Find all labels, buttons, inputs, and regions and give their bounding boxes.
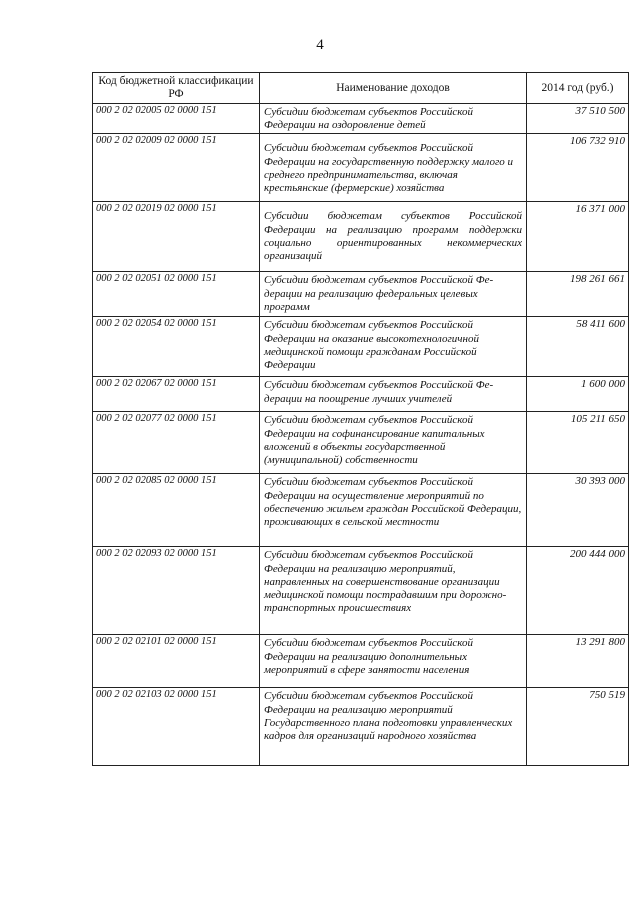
budget-code: 000 2 02 02019 02 0000 151 bbox=[93, 202, 260, 272]
budget-code: 000 2 02 02009 02 0000 151 bbox=[93, 134, 260, 202]
table-row bbox=[93, 104, 629, 134]
table-row bbox=[93, 635, 629, 688]
income-name: Субсидии бюджетам субъектов Российской Федерации на реализацию дополнительных мероприятий в сфере занятости населения bbox=[260, 635, 527, 688]
income-name: Субсидии бюджетам субъектов Российской Федерации на оказание высокотехнологичной медицинской помощи гражданам Российской Федерации bbox=[260, 317, 527, 377]
income-name: Субсидии бюджетам субъектов Российской Федерации на оздоровление детей bbox=[260, 104, 527, 134]
table-row bbox=[93, 202, 629, 272]
table-row bbox=[93, 688, 629, 766]
page-number: 4 bbox=[316, 37, 324, 53]
budget-income-table bbox=[92, 72, 629, 766]
budget-code: 000 2 02 02005 02 0000 151 bbox=[93, 104, 260, 134]
income-name: Субсидии бюджетам субъектов Российской Федерации на реализацию программ поддержки социально ориентированных некоммерческих организаций bbox=[260, 202, 527, 272]
table-row bbox=[93, 134, 629, 202]
header-name: Наименование доходов bbox=[260, 73, 527, 104]
table-row bbox=[93, 547, 629, 635]
income-name: Субсидии бюджетам субъектов Российской Федерации на реализацию мероприятий Государственного плана подготовки управленческих кадров для организаций народного хозяйства bbox=[260, 688, 527, 766]
table-row bbox=[93, 474, 629, 547]
budget-code: 000 2 02 02077 02 0000 151 bbox=[93, 412, 260, 474]
amount: 1 600 000 bbox=[527, 377, 629, 412]
budget-code: 000 2 02 02085 02 0000 151 bbox=[93, 474, 260, 547]
amount: 58 411 600 bbox=[527, 317, 629, 377]
income-name: Субсидии бюджетам субъектов Российской Федерации на реализацию мероприятий, направленных на совершенствование организации медицинской помощи пострадавшим при дорожно-транспортных происшествиях bbox=[260, 547, 527, 635]
budget-code: 000 2 02 02093 02 0000 151 bbox=[93, 547, 260, 635]
amount: 106 732 910 bbox=[527, 134, 629, 202]
table-header-row bbox=[93, 73, 629, 104]
amount: 200 444 000 bbox=[527, 547, 629, 635]
budget-code: 000 2 02 02103 02 0000 151 bbox=[93, 688, 260, 766]
income-name: Субсидии бюджетам субъектов Российской Фе-дерации на реализацию федеральных целевых программ bbox=[260, 272, 527, 317]
income-name: Субсидии бюджетам субъектов Российской Федерации на государственную поддержку малого и среднего предпринимательства, включая крестьянские (фермерские) хозяйства bbox=[260, 134, 527, 202]
budget-code: 000 2 02 02067 02 0000 151 bbox=[93, 377, 260, 412]
budget-code: 000 2 02 02101 02 0000 151 bbox=[93, 635, 260, 688]
table-row bbox=[93, 377, 629, 412]
budget-code: 000 2 02 02051 02 0000 151 bbox=[93, 272, 260, 317]
amount: 13 291 800 bbox=[527, 635, 629, 688]
income-name: Субсидии бюджетам субъектов Российской Фе-дерации на поощрение лучших учителей bbox=[260, 377, 527, 412]
header-code: Код бюджетной классификации РФ bbox=[93, 73, 260, 104]
amount: 750 519 bbox=[527, 688, 629, 766]
amount: 198 261 661 bbox=[527, 272, 629, 317]
budget-code: 000 2 02 02054 02 0000 151 bbox=[93, 317, 260, 377]
amount: 30 393 000 bbox=[527, 474, 629, 547]
income-name: Субсидии бюджетам субъектов Российской Федерации на софинансирование капитальных вложений в объекты государственной (муниципальной) собственности bbox=[260, 412, 527, 474]
amount: 37 510 500 bbox=[527, 104, 629, 134]
table-row bbox=[93, 272, 629, 317]
income-name: Субсидии бюджетам субъектов Российской Федерации на осуществление мероприятий по обеспечению жильем граждан Российской Федерации, проживающих в сельской местности bbox=[260, 474, 527, 547]
table-row bbox=[93, 317, 629, 377]
table-row bbox=[93, 412, 629, 474]
amount: 16 371 000 bbox=[527, 202, 629, 272]
header-amount: 2014 год (руб.) bbox=[527, 73, 629, 104]
amount: 105 211 650 bbox=[527, 412, 629, 474]
